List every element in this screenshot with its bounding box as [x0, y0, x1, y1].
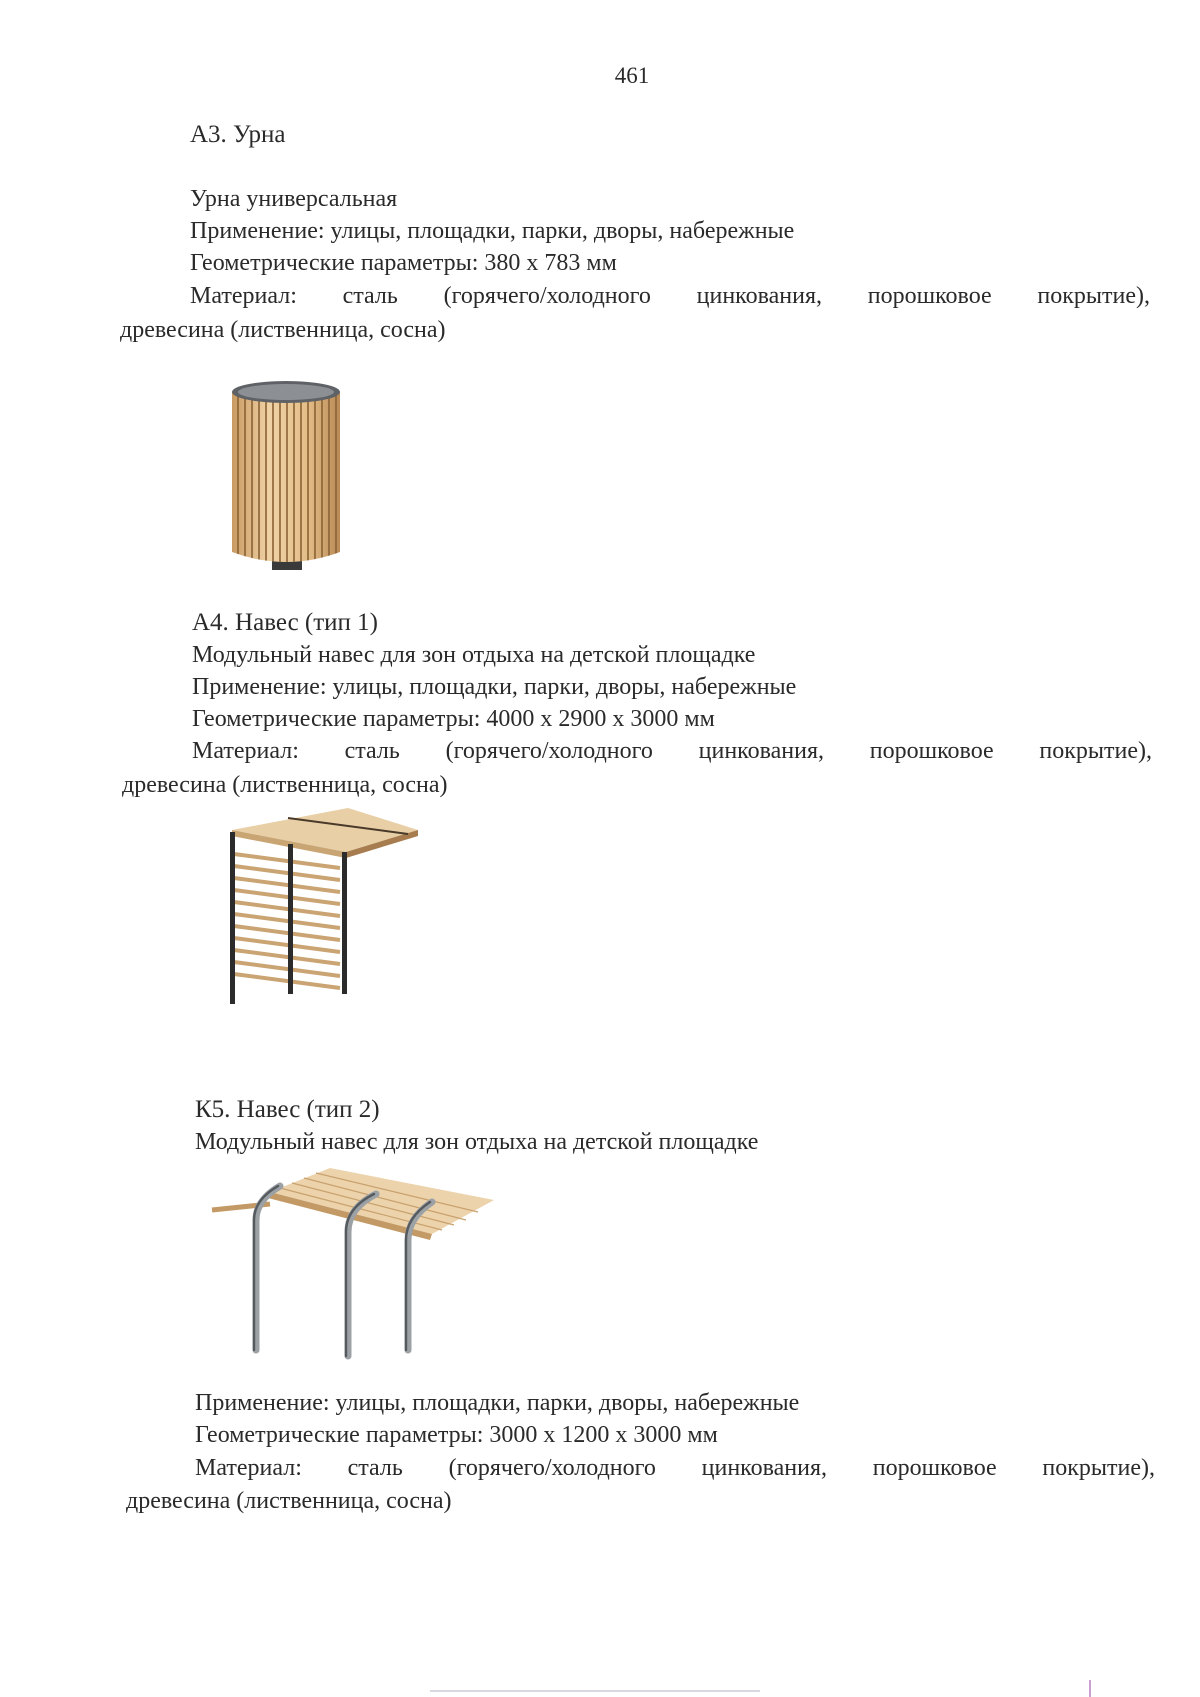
item-title-canopy2: Модульный навес для зон отдыха на детской площадке: [195, 1129, 759, 1155]
scan-edge-mark: [430, 1690, 760, 1692]
item-usage-urn: Применение: улицы, площадки, парки, дворы, набережные: [190, 218, 795, 244]
item-material-canopy2: Материал: сталь (горячего/холодного цинкования, порошковое покрытие),: [195, 1455, 1155, 1481]
canopy-type1-image: [228, 804, 428, 1006]
item-material-canopy1: Материал: сталь (горячего/холодного цинкования, порошковое покрытие),: [192, 738, 1152, 764]
section-heading-a3: А3. Урна: [190, 121, 286, 148]
canopy-type2-image: [210, 1160, 500, 1360]
item-material-urn: Материал: сталь (горячего/холодного цинкования, порошковое покрытие),: [190, 283, 1150, 309]
item-usage-canopy2: Применение: улицы, площадки, парки, дворы, набережные: [195, 1390, 800, 1416]
item-title-canopy1: Модульный навес для зон отдыха на детской площадке: [192, 642, 756, 668]
section-heading-k5: К5. Навес (тип 2): [195, 1096, 380, 1123]
section-heading-a4: А4. Навес (тип 1): [192, 609, 379, 636]
item-material-urn-cont: древесина (лиственница, сосна): [120, 317, 446, 343]
urn-image: [220, 376, 350, 586]
item-usage-canopy1: Применение: улицы, площадки, парки, дворы, набережные: [192, 674, 797, 700]
item-dims-canopy1: Геометрические параметры: 4000 х 2900 х 3000 мм: [192, 706, 715, 732]
item-dims-urn: Геометрические параметры: 380 х 783 мм: [190, 250, 617, 276]
item-title-urn: Урна универсальная: [190, 186, 398, 212]
item-material-canopy2-cont: древесина (лиственница, сосна): [126, 1488, 452, 1514]
item-material-canopy1-cont: древесина (лиственница, сосна): [122, 772, 448, 798]
item-dims-canopy2: Геометрические параметры: 3000 х 1200 х 3000 мм: [195, 1422, 718, 1448]
page-number: 461: [614, 63, 650, 88]
scan-edge-mark-right: [1089, 1680, 1091, 1697]
